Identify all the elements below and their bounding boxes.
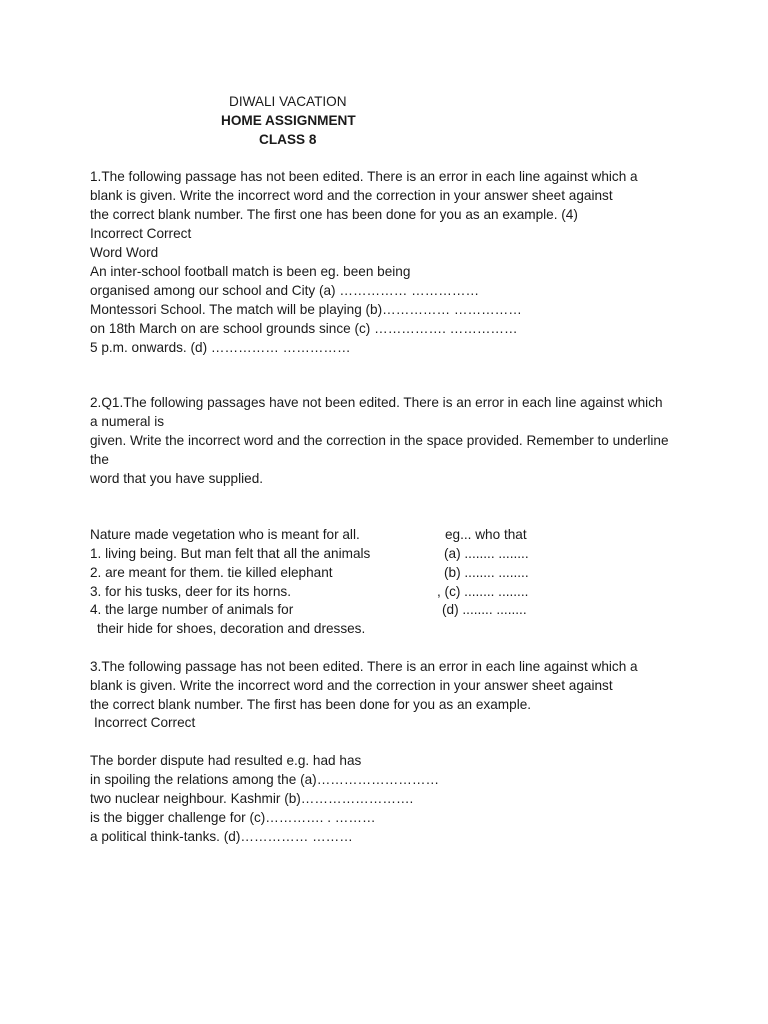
q2-passage-line: 2. are meant for them. tie killed elephant [90,565,333,580]
q2-answer-blank: eg... who that [445,527,527,542]
q3-passage-line: two nuclear neighbour. Kashmir (b)……………………. [90,791,414,806]
q2-intro-line: 2.Q1.The following passages have not been edited. There is an error in each line against which [90,395,663,410]
q2-passage-line: their hide for shoes, decoration and dresses. [97,621,366,636]
q3-column-heading: Incorrect Correct [94,715,196,730]
q2-intro-line: given. Write the incorrect word and the correction in the space provided. Remember to underline [90,433,669,448]
q2-intro-line: the [90,452,109,467]
q1-passage-line: Montessori School. The match will be playing (b)…………… …………… [90,302,522,317]
q2-passage-line: 1. living being. But man felt that all the animals [90,546,371,561]
q2-passage-line: 3. for his tusks, deer for its horns. [90,584,291,599]
q3-passage-line: in spoiling the relations among the (a)……………………… [90,772,440,787]
q3-passage-line: a political think-tanks. (d)…………… ……… [90,829,353,844]
q1-column-heading: Incorrect Correct [90,226,192,241]
q3-passage-line: is the bigger challenge for (c)…………. . ……… [90,810,376,825]
q1-intro-line: 1.The following passage has not been edited. There is an error in each line against which a [90,169,638,184]
q1-intro-line: blank is given. Write the incorrect word and the correction in your answer sheet against [90,188,613,203]
q2-answer-blank: (a) ........ ........ [444,546,529,561]
q2-answer-blank: (b) ........ ........ [444,565,529,580]
q2-answer-blank: , (c) ........ ........ [437,584,529,599]
q1-column-heading: Word Word [90,245,159,260]
q3-intro-line: the correct blank number. The first has been done for you as an example. [90,697,532,712]
header-subtitle: HOME ASSIGNMENT [221,113,356,128]
q2-passage-line: Nature made vegetation who is meant for all. [90,527,360,542]
q3-passage-line: The border dispute had resulted e.g. had has [90,753,362,768]
header-title: DIWALI VACATION [229,94,347,109]
q1-passage-line: organised among our school and City (a) …………… …………… [90,283,480,298]
q1-passage-line: An inter-school football match is been eg. been being [90,264,411,279]
q2-intro-line: word that you have supplied. [90,471,264,486]
q2-answer-blank: (d) ........ ........ [442,602,527,617]
q1-passage-line: 5 p.m. onwards. (d) …………… …………… [90,340,351,355]
q3-intro-line: blank is given. Write the incorrect word and the correction in your answer sheet against [90,678,613,693]
header-class: CLASS 8 [259,132,317,147]
q1-passage-line: on 18th March on are school grounds since (c) ……………. …………… [90,321,518,336]
q3-intro-line: 3.The following passage has not been edited. There is an error in each line against which a [90,659,638,674]
q2-intro-line: a numeral is [90,414,165,429]
q2-passage-line: 4. the large number of animals for [90,602,294,617]
q1-intro-line: the correct blank number. The first one has been done for you as an example. (4) [90,207,578,222]
